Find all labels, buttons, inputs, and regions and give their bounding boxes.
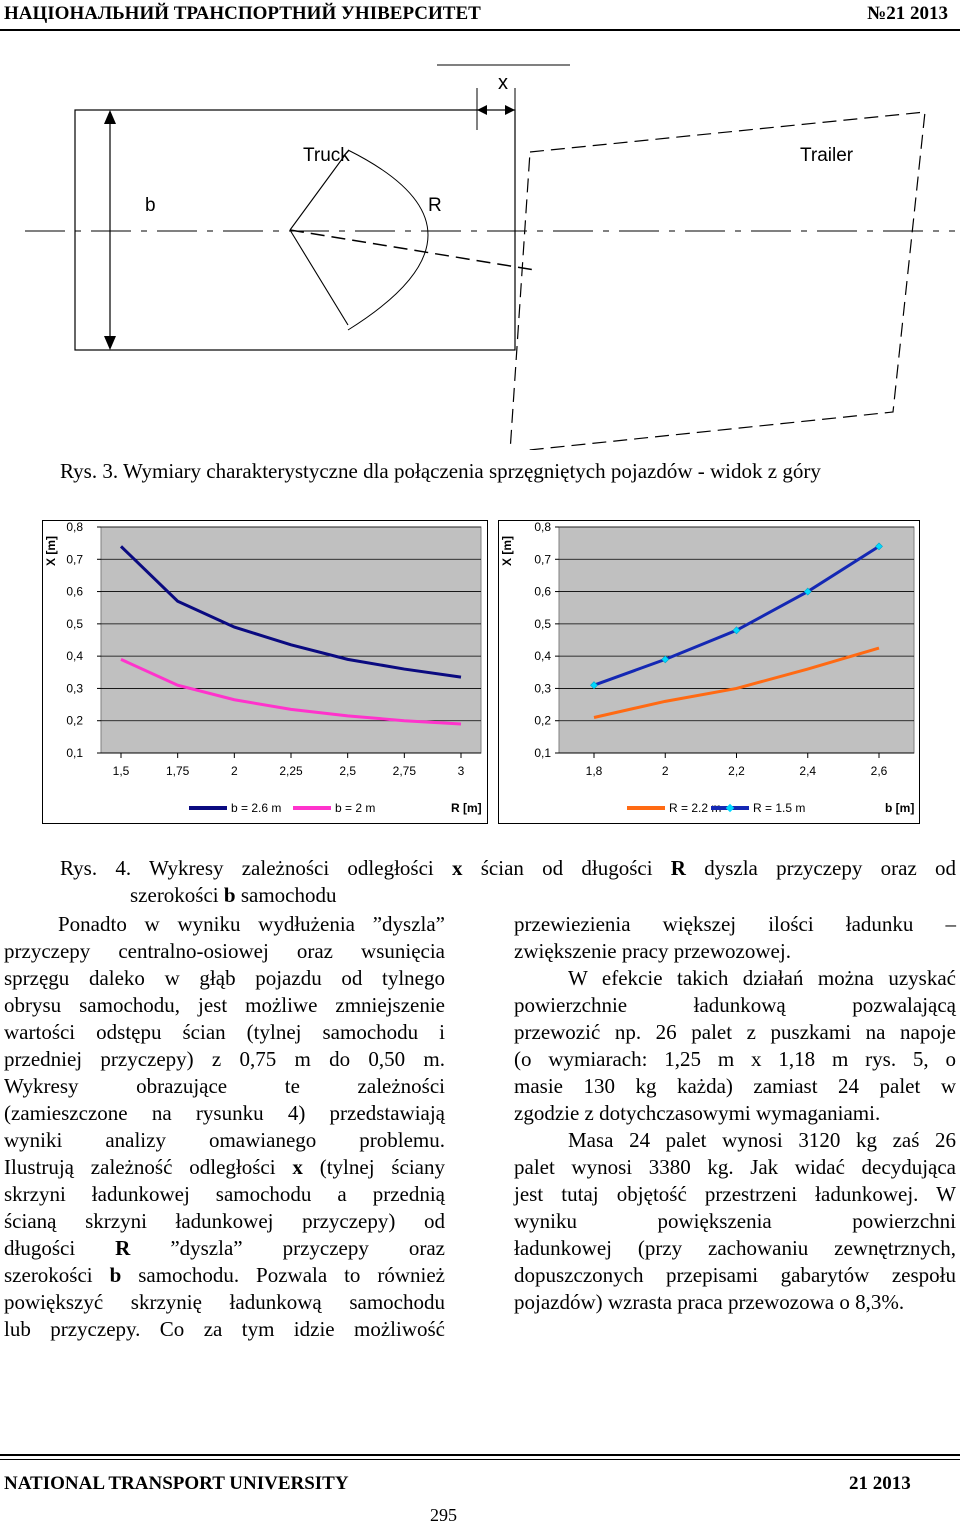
y-tick-label: 0,7	[66, 552, 83, 567]
running-header-title: НАЦІОНАЛЬНИЙ ТРАНСПОРТНИЙ УНІВЕРСИТЕТ	[4, 3, 481, 24]
legend-entry: b = 2.6 m	[231, 801, 282, 815]
y-tick-label: 0,5	[534, 616, 551, 631]
x-tick-label: 2,6	[870, 764, 888, 778]
text-line: zgodzie z dotychczasowymi wymaganiami.	[514, 1101, 881, 1125]
text-line: masie 130 kg każda) zamiast 24 palet w	[514, 1074, 956, 1098]
x-tick-label: 2,25	[279, 764, 303, 778]
text-line: wartości odstępu ścian (tylnej samochodu i	[4, 1020, 445, 1044]
y-tick-label: 0,8	[66, 521, 83, 534]
text-line: lub przyczepy. Co za tym idzie możliwość	[4, 1317, 445, 1341]
y-tick-label: 0,5	[66, 616, 83, 631]
text-line: dopuszczonych przepisami gabarytów zespołu	[514, 1263, 956, 1287]
footer-rule	[0, 1454, 960, 1456]
x-tick-label: 2,2	[728, 764, 745, 778]
chart-2-svg	[499, 521, 919, 823]
page-number: 295	[430, 1505, 457, 1525]
text-line: (zamieszczone na rysunku 4) przedstawiają	[4, 1101, 445, 1125]
x-tick-label: 2,4	[799, 764, 817, 778]
text-line: przewozić np. 26 palet z puszkami na napoje	[514, 1020, 956, 1044]
chart-1-frame	[42, 520, 488, 824]
y-tick-label: 0,3	[66, 681, 83, 696]
figure-3-caption: Rys. 3. Wymiary charakterystyczne dla połączenia sprzęgniętych pojazdów - widok z góry	[60, 459, 821, 483]
y-tick-label: 0,7	[534, 552, 551, 567]
r-radius-line	[290, 230, 535, 270]
x-tick-label: 1,5	[112, 764, 130, 778]
text-line: palet wynosi 3380 kg. Jak widać decydująca	[514, 1155, 956, 1179]
y-tick-label: 0,6	[534, 584, 551, 599]
turning-arc	[348, 150, 428, 330]
y-tick-label: 0,4	[534, 649, 551, 664]
text-line: ładunkowej (przy zachowaniu zewnętrznych,	[514, 1236, 956, 1260]
text-line: Ponadto w wyniku wydłużenia ”dyszla”	[58, 912, 445, 936]
text-line: Ilustrują zależność odległości x (tylnej ściany	[4, 1155, 446, 1179]
plot-area	[559, 527, 914, 753]
x-axis-label: b [m]	[885, 801, 915, 815]
running-header-issue: №21 2013	[867, 3, 948, 24]
y-tick-label: 0,8	[534, 521, 551, 534]
label-r: R	[428, 195, 442, 216]
y-axis-label: X [m]	[500, 536, 514, 566]
text-line: sprzęgu daleko w głąb pojazdu od tylnego	[4, 966, 445, 990]
right-column-text	[514, 911, 956, 1316]
chart-1-svg	[43, 521, 487, 823]
x-tick-label: 2,75	[392, 764, 417, 778]
y-tick-label: 0,6	[66, 584, 83, 599]
figure-4-caption-line2: szerokości b samochodu	[130, 883, 337, 907]
left-column-text	[4, 911, 445, 1343]
text-line: W efekcie takich działań można uzyskać	[568, 966, 956, 990]
chart-2-frame	[498, 520, 920, 824]
label-b: b	[145, 195, 156, 216]
y-tick-label: 0,3	[534, 681, 551, 696]
footer-rule-thin	[0, 1459, 960, 1460]
x-tick-label: 2	[230, 764, 238, 778]
legend-entry: R = 1.5 m	[753, 801, 806, 815]
x-tick-label: 2,5	[339, 764, 357, 778]
text-line: powiększyć skrzynię ładunkową samochodu	[4, 1290, 445, 1314]
y-tick-label: 0,1	[66, 746, 83, 760]
y-tick-label: 0,2	[66, 713, 83, 728]
x-axis-label: R [m]	[451, 801, 482, 815]
legend-entry: R = 2.2 m	[669, 801, 722, 815]
text-line: przedniej przyczepy) z 0,75 m do 0,50 m.	[4, 1047, 445, 1071]
y-axis-label: X [m]	[44, 536, 58, 566]
text-line: Masa 24 palet wynosi 3120 kg zaś 26	[568, 1128, 956, 1152]
y-tick-label: 0,1	[534, 746, 551, 760]
x-tick-label: 2	[661, 764, 669, 778]
x-tick-label: 1,8	[585, 764, 603, 778]
footer-university: NATIONAL TRANSPORT UNIVERSITY	[4, 1473, 349, 1494]
x-tick-label: 3	[457, 764, 465, 778]
y-tick-label: 0,2	[534, 713, 551, 728]
text-line: (o wymiarach: 1,25 m x 1,18 m rys. 5, o	[514, 1047, 956, 1071]
text-line: skrzyni ładunkowej samochodu a przednią	[4, 1182, 445, 1206]
trailer-outline	[510, 112, 925, 450]
text-line: zwiększenie pracy przewozowej.	[514, 939, 791, 963]
legend-entry: b = 2 m	[335, 801, 376, 815]
label-truck: Truck	[303, 145, 350, 166]
header-rule	[0, 29, 960, 31]
text-line: długości R ”dyszla” przyczepy oraz	[4, 1236, 445, 1260]
plot-area	[101, 527, 481, 753]
figure-4-caption-line1: Rys. 4. Wykresy zależności odległości x ścian od długości R dyszla przyczepy oraz od	[60, 856, 957, 880]
label-trailer: Trailer	[800, 145, 854, 166]
text-line: jest tutaj objętość przestrzeni ładunkowej. W	[514, 1182, 956, 1206]
truck-outline	[75, 110, 515, 350]
text-line: powierzchnie ładunkową pozwalającą	[514, 993, 956, 1017]
text-line: wyniki analizy omawianego problemu.	[4, 1128, 445, 1152]
text-line: ścianą skrzyni ładunkowej przyczepy) od	[4, 1209, 445, 1233]
text-line: obrysu samochodu, jest możliwe zmniejszenie	[4, 993, 445, 1017]
footer-issue: 21 2013	[849, 1473, 911, 1494]
text-line: pojazdów) wzrasta praca przewozowa o 8,3%.	[514, 1290, 905, 1314]
label-x: x	[498, 72, 508, 94]
text-line: szerokości b samochodu. Pozwala to również	[4, 1263, 445, 1287]
text-line: przyczepy centralno-osiowej oraz wsunięcia	[4, 939, 445, 963]
x-tick-label: 1,75	[165, 764, 190, 778]
text-line: wyniku powiększenia powierzchni	[514, 1209, 956, 1233]
figure-3-diagram	[0, 50, 960, 450]
text-line: przewiezienia większej ilości ładunku –	[514, 912, 956, 936]
text-line: Wykresy obrazujące te zależności	[4, 1074, 445, 1098]
y-tick-label: 0,4	[66, 649, 83, 664]
legend-marker	[726, 804, 734, 812]
